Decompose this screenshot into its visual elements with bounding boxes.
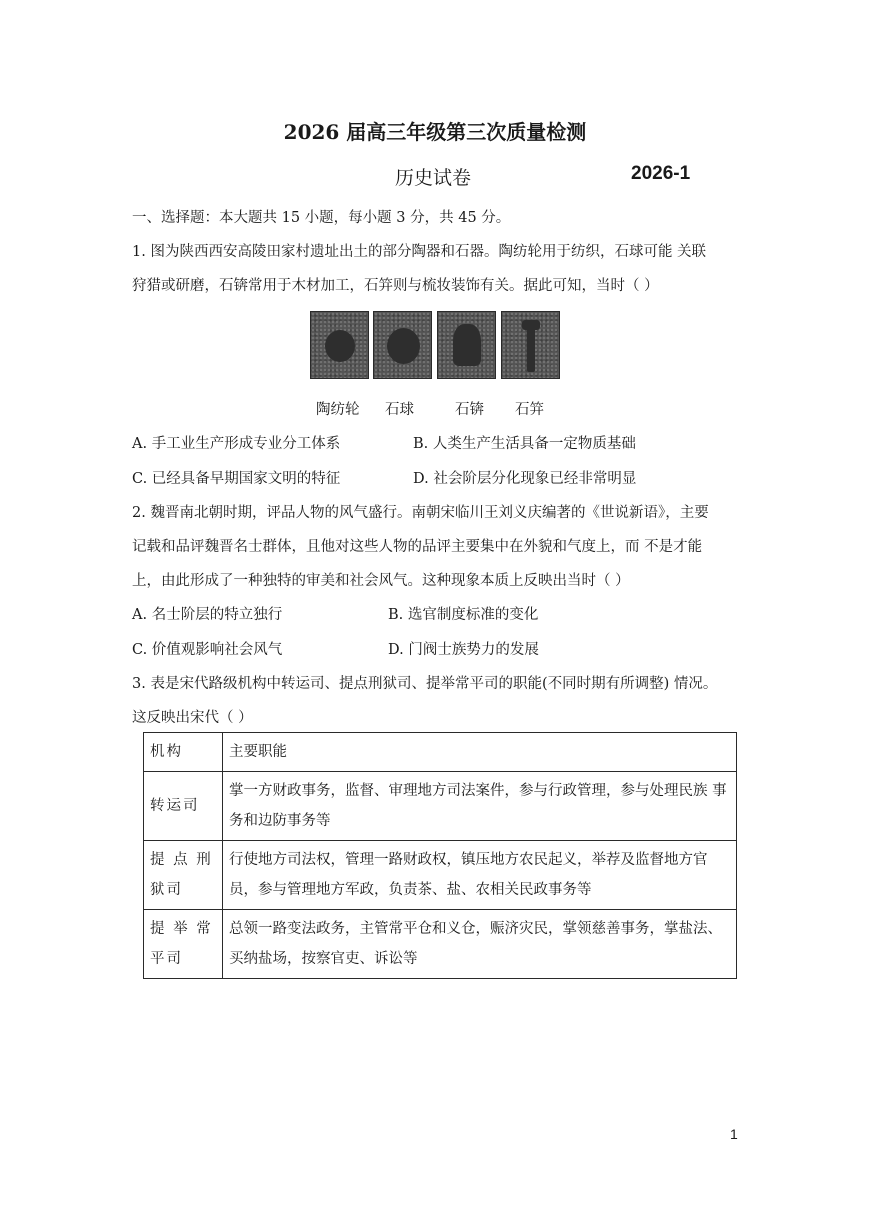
table-header-cell: 主要职能 bbox=[223, 733, 737, 772]
caption-stone-hairpin: 石笄 bbox=[515, 402, 544, 418]
q2-option-d: D. 门阀士族势力的发展 bbox=[388, 642, 539, 658]
table-cell-institution: 转运司 bbox=[144, 772, 223, 841]
exam-title: 2026 届高三年级第三次质量检测 bbox=[283, 120, 587, 144]
spindle-whorl-image bbox=[310, 311, 369, 379]
page-number: 1 bbox=[730, 1126, 738, 1142]
q2-stem-line-1: 2. 魏晋南北朝时期，评品人物的风气盛行。南朝宋临川王刘义庆编著的《世说新语》，主要 bbox=[132, 505, 709, 521]
caption-stone-ball: 石球 bbox=[385, 402, 414, 418]
table-cell-institution: 提 点 刑 狱司 bbox=[144, 841, 223, 910]
table-cell-institution: 提 举 常 平司 bbox=[144, 910, 223, 979]
q1-stem-line-1: 1. 图为陕西西安高陵田家村遗址出土的部分陶器和石器。陶纺轮用于纺织，石球可能 关联 bbox=[132, 244, 707, 260]
q2-stem-line-2: 记载和品评魏晋名士群体，且他对这些人物的品评主要集中在外貌和气度上，而 不是才能 bbox=[132, 539, 703, 555]
table-row bbox=[144, 841, 737, 910]
caption-spindle-whorl: 陶纺轮 bbox=[316, 402, 360, 418]
stone-hairpin-image bbox=[501, 311, 560, 379]
table-cell-function: 总领一路变法政务，主管常平仓和义仓，赈济灾民，掌领慈善事务，掌盐法、 买纳盐场，按察官吏、诉讼等 bbox=[223, 910, 737, 979]
q2-option-b: B. 选官制度标准的变化 bbox=[388, 607, 539, 623]
table-header-row bbox=[144, 733, 737, 772]
q2-stem-line-3: 上，由此形成了一种独特的审美和社会风气。这种现象本质上反映出当时（ ） bbox=[132, 573, 630, 589]
q1-option-b: B. 人类生产生活具备一定物质基础 bbox=[413, 436, 636, 452]
q1-option-d: D. 社会阶层分化现象已经非常明显 bbox=[413, 471, 637, 487]
artifact-figure bbox=[310, 311, 564, 379]
q1-option-c: C. 已经具备早期国家文明的特征 bbox=[132, 471, 341, 487]
table-header-cell: 机构 bbox=[144, 733, 223, 772]
table-cell-function: 掌一方财政事务，监督、审理地方司法案件，参与行政管理，参与处理民族 事务和边防事务等 bbox=[223, 772, 737, 841]
stone-ball-image bbox=[373, 311, 432, 379]
exam-subject: 历史试卷 bbox=[395, 167, 472, 189]
q3-stem-line-2: 这反映出宋代（ ） bbox=[132, 710, 253, 726]
stone-adze-image bbox=[437, 311, 496, 379]
section-heading: 一、选择题：本大题共 15 小题，每小题 3 分，共 45 分。 bbox=[132, 210, 511, 226]
q2-option-c: C. 价值观影响社会风气 bbox=[132, 642, 283, 658]
table-cell-function: 行使地方司法权，管理一路财政权，镇压地方农民起义，举荐及监督地方官 员，参与管理地方军政，负责茶、盐、农相关民政事务等 bbox=[223, 841, 737, 910]
table-row bbox=[144, 772, 737, 841]
q3-stem-line-1: 3. 表是宋代路级机构中转运司、提点刑狱司、提举常平司的职能(不同时期有所调整) 情况。 bbox=[132, 676, 718, 692]
table-row bbox=[144, 910, 737, 979]
caption-stone-adze: 石锛 bbox=[455, 402, 484, 418]
exam-date: 2026-1 bbox=[631, 163, 691, 184]
institution-function-table bbox=[143, 732, 737, 979]
q1-option-a: A. 手工业生产形成专业分工体系 bbox=[132, 436, 341, 452]
q1-stem-line-2: 狩猎或研磨，石锛常用于木材加工，石笄则与梳妆装饰有关。据此可知，当时（ ） bbox=[132, 278, 659, 294]
q2-option-a: A. 名士阶层的特立独行 bbox=[132, 607, 283, 623]
